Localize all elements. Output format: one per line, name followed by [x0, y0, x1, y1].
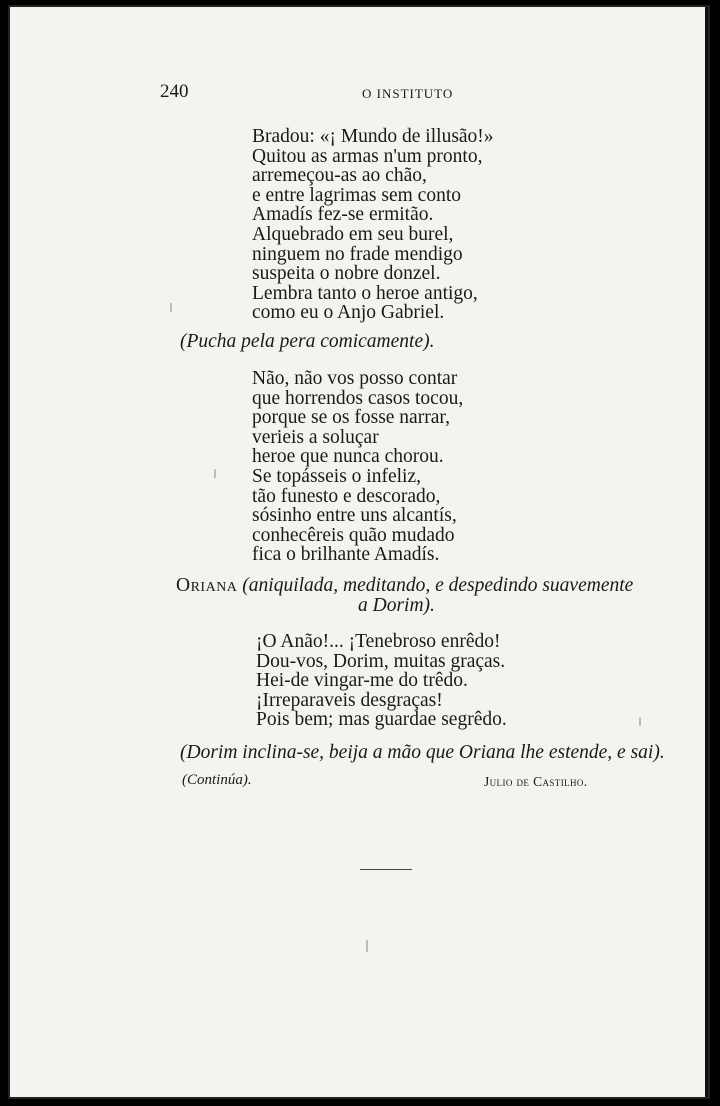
verse-line: e entre lagrimas sem conto [252, 184, 462, 206]
stanza-2 [252, 369, 463, 565]
verse-line: sósinho entre uns alcantís, [252, 505, 457, 527]
verse-line: ninguem no frade mendigo [252, 243, 463, 265]
verse-line: Alquebrado em seu burel, [252, 223, 454, 245]
verse-line: como eu o Anjo Gabriel. [252, 302, 445, 324]
verse-line: Dou-vos, Dorim, muitas graças. [256, 650, 506, 672]
verse-line: conhecêreis quão mudado [252, 524, 455, 546]
verse-line: ¡O Anão!... ¡Tenebroso enrêdo! [256, 631, 501, 652]
stage-direction-final: (Dorim inclina-se, beija a mão que Oriana lhe estende, e sai). [180, 742, 665, 763]
author-signature: Julio de Castilho. [484, 774, 588, 789]
verse-line: Quitou as armas n'um pronto, [252, 145, 483, 167]
verse-line: Não, não vos posso contar [252, 368, 458, 389]
verse-line: verieis a soluçar [252, 426, 379, 448]
verse-line: suspeita o nobre donzel. [252, 263, 441, 285]
paper-speck [170, 303, 172, 312]
book-page [8, 5, 710, 1099]
verse-line: fica o brilhante Amadís. [252, 544, 440, 566]
running-head: O INSTITUTO [362, 86, 454, 101]
verse-line: ¡Irreparaveis desgraças! [256, 689, 443, 711]
verse-line: Se topásseis o infeliz, [252, 465, 421, 487]
verse-line: Pois bem; mas guardae segrêdo. [256, 709, 507, 731]
paper-speck [366, 940, 368, 952]
verse-line: Hei-de vingar-me do trêdo. [256, 670, 468, 692]
continued-note: (Continúa). [182, 772, 252, 788]
speaker-line [176, 575, 633, 596]
verse-line: arremeçou-as ao chão, [252, 165, 427, 187]
stanza-1 [252, 127, 494, 323]
verse-line: heroe que nunca chorou. [252, 446, 444, 468]
section-rule [360, 869, 412, 870]
verse-line: que horrendos casos tocou, [252, 387, 464, 409]
speaker-name: Oriana [176, 575, 238, 596]
verse-line: Bradou: «¡ Mundo de illusão!» [252, 126, 494, 147]
verse-line: porque se os fosse narrar, [252, 407, 450, 429]
speaker-direction-continued: a Dorim). [358, 595, 435, 616]
stanza-3 [256, 632, 507, 730]
paper-speck [639, 717, 641, 726]
paper-speck [214, 469, 216, 478]
stage-direction: (Pucha pela pera comicamente). [180, 331, 435, 352]
verse-line: tão funesto e descorado, [252, 485, 441, 507]
page-number: 240 [160, 81, 189, 102]
verse-line: Amadís fez-se ermitão. [252, 204, 434, 226]
page-edge-shadow [705, 7, 708, 1097]
speaker-direction: (aniquilada, meditando, e despedindo suavemente [242, 575, 634, 596]
verse-line: Lembra tanto o heroe antigo, [252, 282, 478, 304]
